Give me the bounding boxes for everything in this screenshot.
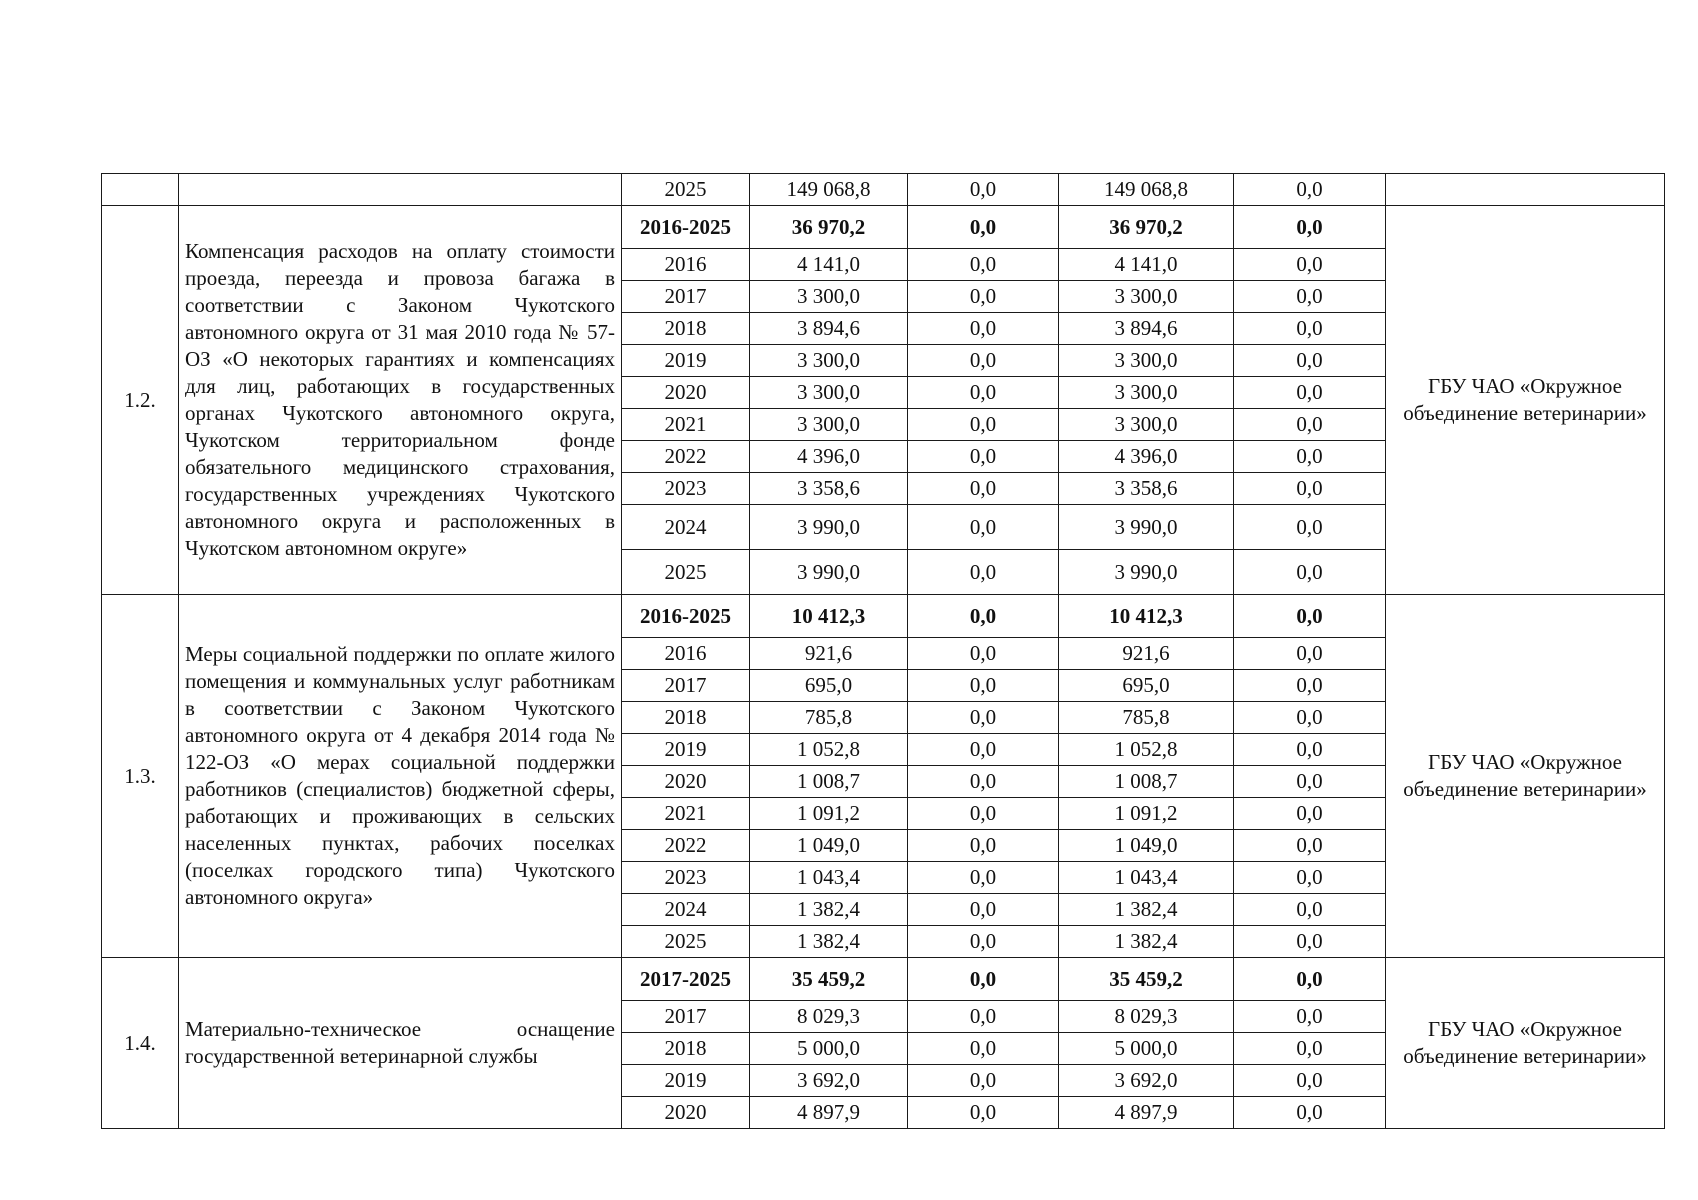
total-cell: 10 412,3 (750, 595, 908, 638)
total-cell: 3 990,0 (750, 550, 908, 595)
total-cell: 36 970,2 (750, 206, 908, 249)
other-cell: 0,0 (1234, 926, 1386, 958)
federal-cell: 0,0 (908, 249, 1059, 281)
section-description: Компенсация расходов на оплату стоимости проезда, переезда и провоза багажа в соответствии с Законом Чукотского автономного округа от 31 мая 2010 года № 57-ОЗ «О некоторых гарантиях и компенсациях для лиц, работающих в государственных органах Чукотского автономного округа, Чукотском территориальном фонде обязательного медицинского страхования, государственных учреждениях Чукотского автономного округа и расположенных в Чукотском автономном округе» (179, 206, 622, 595)
other-cell: 0,0 (1234, 206, 1386, 249)
section-total-row (102, 595, 1665, 638)
other-cell: 0,0 (1234, 595, 1386, 638)
year-cell: 2022 (622, 830, 750, 862)
index-cell (102, 174, 179, 206)
year-cell: 2019 (622, 1065, 750, 1097)
federal-cell: 0,0 (908, 894, 1059, 926)
other-cell: 0,0 (1234, 345, 1386, 377)
federal-cell: 0,0 (908, 1097, 1059, 1129)
regional-cell: 3 300,0 (1059, 345, 1234, 377)
federal-cell: 0,0 (908, 281, 1059, 313)
year-cell: 2023 (622, 473, 750, 505)
federal-cell: 0,0 (908, 1033, 1059, 1065)
total-cell: 8 029,3 (750, 1001, 908, 1033)
other-cell: 0,0 (1234, 313, 1386, 345)
year-cell: 2019 (622, 734, 750, 766)
total-cell: 1 382,4 (750, 894, 908, 926)
regional-cell: 3 692,0 (1059, 1065, 1234, 1097)
year-cell: 2017 (622, 670, 750, 702)
regional-cell: 3 894,6 (1059, 313, 1234, 345)
section-description: Меры социальной поддержки по оплате жилого помещения и коммунальных услуг работникам в соответствии с Законом Чукотского автономного округа от 4 декабря 2014 года № 122-ОЗ «О мерах социальной поддержки работников (специалистов) бюджетной сферы, работающих и проживающих в сельских населенных пунктах, рабочих поселках (поселках городского типа) Чукотского автономного округа» (179, 595, 622, 958)
other-cell: 0,0 (1234, 830, 1386, 862)
year-cell: 2024 (622, 505, 750, 550)
year-cell: 2018 (622, 702, 750, 734)
total-cell: 3 990,0 (750, 505, 908, 550)
regional-cell: 1 008,7 (1059, 766, 1234, 798)
year-cell: 2025 (622, 550, 750, 595)
federal-cell: 0,0 (908, 734, 1059, 766)
section-total-row (102, 206, 1665, 249)
year-cell: 2017 (622, 1001, 750, 1033)
federal-cell: 0,0 (908, 595, 1059, 638)
other-cell: 0,0 (1234, 441, 1386, 473)
total-cell: 3 300,0 (750, 377, 908, 409)
total-cell: 3 300,0 (750, 281, 908, 313)
other-cell: 0,0 (1234, 638, 1386, 670)
regional-cell: 3 358,6 (1059, 473, 1234, 505)
year-cell: 2016 (622, 638, 750, 670)
federal-cell: 0,0 (908, 862, 1059, 894)
federal-cell: 0,0 (908, 174, 1059, 206)
regional-cell: 4 396,0 (1059, 441, 1234, 473)
total-cell: 1 382,4 (750, 926, 908, 958)
total-cell: 4 396,0 (750, 441, 908, 473)
federal-cell: 0,0 (908, 550, 1059, 595)
other-cell: 0,0 (1234, 249, 1386, 281)
year-cell: 2016 (622, 249, 750, 281)
other-cell: 0,0 (1234, 958, 1386, 1001)
other-cell: 0,0 (1234, 1097, 1386, 1129)
total-cell: 1 049,0 (750, 830, 908, 862)
other-cell: 0,0 (1234, 734, 1386, 766)
other-cell: 0,0 (1234, 550, 1386, 595)
regional-cell: 3 300,0 (1059, 281, 1234, 313)
total-cell: 3 300,0 (750, 409, 908, 441)
year-cell: 2025 (622, 174, 750, 206)
federal-cell: 0,0 (908, 505, 1059, 550)
federal-cell: 0,0 (908, 766, 1059, 798)
regional-cell: 3 300,0 (1059, 377, 1234, 409)
federal-cell: 0,0 (908, 1065, 1059, 1097)
year-cell: 2017-2025 (622, 958, 750, 1001)
other-cell: 0,0 (1234, 894, 1386, 926)
regional-cell: 149 068,8 (1059, 174, 1234, 206)
executor-cell (1386, 174, 1665, 206)
total-cell: 1 091,2 (750, 798, 908, 830)
other-cell: 0,0 (1234, 281, 1386, 313)
regional-cell: 10 412,3 (1059, 595, 1234, 638)
federal-cell: 0,0 (908, 958, 1059, 1001)
total-cell: 785,8 (750, 702, 908, 734)
federal-cell: 0,0 (908, 702, 1059, 734)
section-total-row (102, 958, 1665, 1001)
total-cell: 921,6 (750, 638, 908, 670)
federal-cell: 0,0 (908, 345, 1059, 377)
federal-cell: 0,0 (908, 670, 1059, 702)
year-cell: 2020 (622, 377, 750, 409)
regional-cell: 5 000,0 (1059, 1033, 1234, 1065)
federal-cell: 0,0 (908, 206, 1059, 249)
regional-cell: 695,0 (1059, 670, 1234, 702)
year-cell: 2018 (622, 313, 750, 345)
total-cell: 5 000,0 (750, 1033, 908, 1065)
year-cell: 2023 (622, 862, 750, 894)
other-cell: 0,0 (1234, 1065, 1386, 1097)
section-executor: ГБУ ЧАО «Окружное объединение ветеринарии» (1386, 958, 1665, 1129)
total-cell: 4 141,0 (750, 249, 908, 281)
year-cell: 2020 (622, 1097, 750, 1129)
carry-over-row (102, 174, 1665, 206)
regional-cell: 4 141,0 (1059, 249, 1234, 281)
federal-cell: 0,0 (908, 409, 1059, 441)
regional-cell: 3 990,0 (1059, 550, 1234, 595)
year-cell: 2016-2025 (622, 595, 750, 638)
regional-cell: 35 459,2 (1059, 958, 1234, 1001)
other-cell: 0,0 (1234, 1001, 1386, 1033)
regional-cell: 1 043,4 (1059, 862, 1234, 894)
federal-cell: 0,0 (908, 830, 1059, 862)
year-cell: 2021 (622, 409, 750, 441)
federal-cell: 0,0 (908, 313, 1059, 345)
year-cell: 2024 (622, 894, 750, 926)
regional-cell: 785,8 (1059, 702, 1234, 734)
year-cell: 2022 (622, 441, 750, 473)
regional-cell: 4 897,9 (1059, 1097, 1234, 1129)
total-cell: 3 358,6 (750, 473, 908, 505)
regional-cell: 1 052,8 (1059, 734, 1234, 766)
total-cell: 3 894,6 (750, 313, 908, 345)
federal-cell: 0,0 (908, 798, 1059, 830)
total-cell: 149 068,8 (750, 174, 908, 206)
section-description: Материально-техническое оснащение государственной ветеринарной службы (179, 958, 622, 1129)
year-cell: 2017 (622, 281, 750, 313)
budget-table (101, 173, 1665, 1129)
section-index: 1.2. (102, 206, 179, 595)
regional-cell: 3 990,0 (1059, 505, 1234, 550)
total-cell: 695,0 (750, 670, 908, 702)
total-cell: 1 052,8 (750, 734, 908, 766)
total-cell: 1 008,7 (750, 766, 908, 798)
other-cell: 0,0 (1234, 409, 1386, 441)
regional-cell: 921,6 (1059, 638, 1234, 670)
other-cell: 0,0 (1234, 174, 1386, 206)
section-executor: ГБУ ЧАО «Окружное объединение ветеринарии» (1386, 595, 1665, 958)
regional-cell: 36 970,2 (1059, 206, 1234, 249)
other-cell: 0,0 (1234, 798, 1386, 830)
other-cell: 0,0 (1234, 766, 1386, 798)
federal-cell: 0,0 (908, 1001, 1059, 1033)
regional-cell: 8 029,3 (1059, 1001, 1234, 1033)
regional-cell: 1 382,4 (1059, 926, 1234, 958)
section-index: 1.3. (102, 595, 179, 958)
total-cell: 3 692,0 (750, 1065, 908, 1097)
other-cell: 0,0 (1234, 1033, 1386, 1065)
other-cell: 0,0 (1234, 862, 1386, 894)
other-cell: 0,0 (1234, 473, 1386, 505)
federal-cell: 0,0 (908, 441, 1059, 473)
year-cell: 2019 (622, 345, 750, 377)
year-cell: 2016-2025 (622, 206, 750, 249)
table-body (102, 174, 1665, 1129)
federal-cell: 0,0 (908, 926, 1059, 958)
description-cell (179, 174, 622, 206)
regional-cell: 1 091,2 (1059, 798, 1234, 830)
regional-cell: 3 300,0 (1059, 409, 1234, 441)
total-cell: 1 043,4 (750, 862, 908, 894)
other-cell: 0,0 (1234, 702, 1386, 734)
section-executor: ГБУ ЧАО «Окружное объединение ветеринарии» (1386, 206, 1665, 595)
total-cell: 4 897,9 (750, 1097, 908, 1129)
other-cell: 0,0 (1234, 505, 1386, 550)
year-cell: 2021 (622, 798, 750, 830)
federal-cell: 0,0 (908, 473, 1059, 505)
federal-cell: 0,0 (908, 638, 1059, 670)
regional-cell: 1 049,0 (1059, 830, 1234, 862)
year-cell: 2018 (622, 1033, 750, 1065)
other-cell: 0,0 (1234, 377, 1386, 409)
federal-cell: 0,0 (908, 377, 1059, 409)
section-index: 1.4. (102, 958, 179, 1129)
total-cell: 3 300,0 (750, 345, 908, 377)
total-cell: 35 459,2 (750, 958, 908, 1001)
other-cell: 0,0 (1234, 670, 1386, 702)
regional-cell: 1 382,4 (1059, 894, 1234, 926)
year-cell: 2020 (622, 766, 750, 798)
year-cell: 2025 (622, 926, 750, 958)
